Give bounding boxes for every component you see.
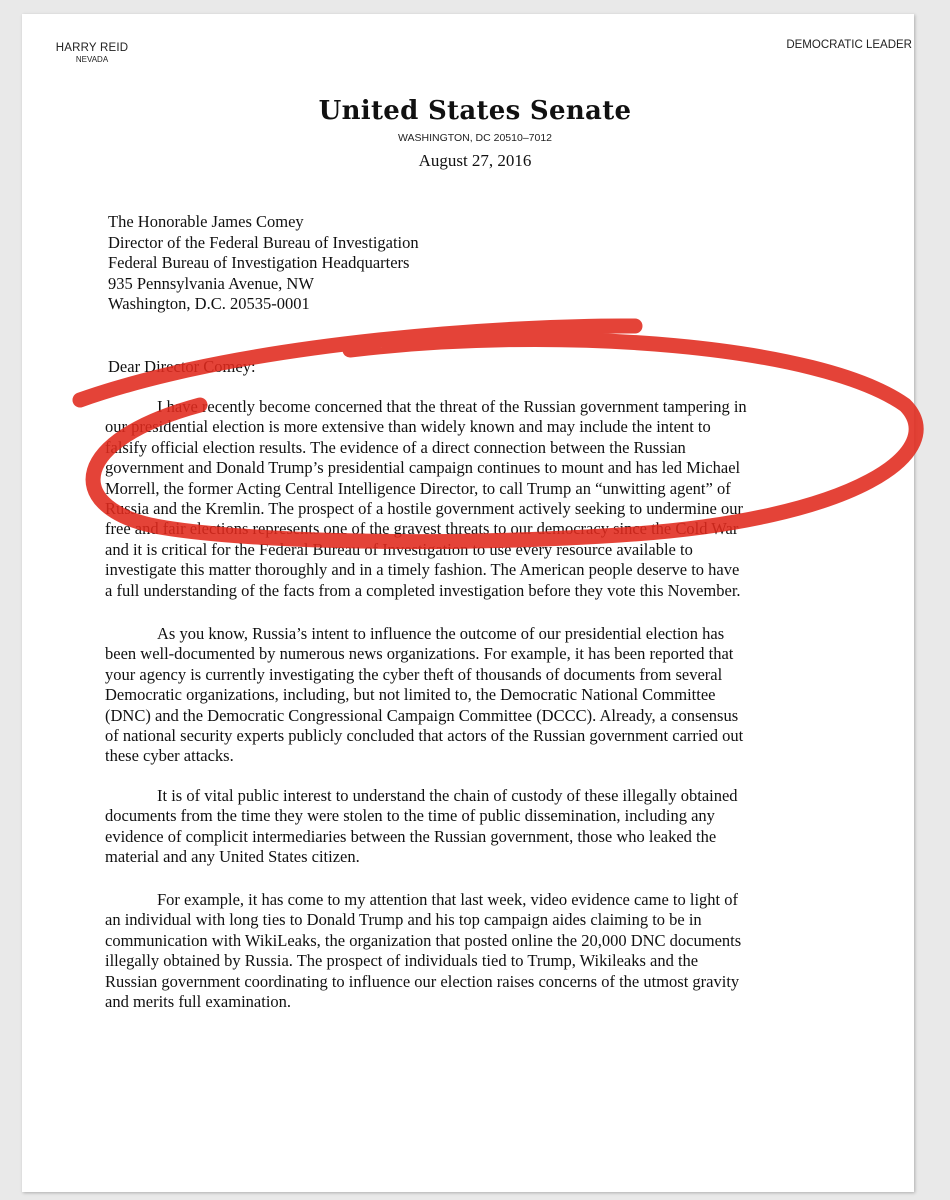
paragraph-line: these cyber attacks. (105, 746, 234, 766)
paragraph-line: It is of vital public interest to understand the chain of custody of these illegally obtained (157, 786, 738, 805)
paragraph-2 (105, 624, 805, 767)
paragraph-line: documents from the time they were stolen to the time of public dissemination, including any (105, 806, 715, 826)
sender-state: NEVADA (75, 55, 109, 64)
paragraph-line: Morrell, the former Acting Central Intelligence Director, to call Trump an “unwitting agent” of (105, 478, 731, 498)
paragraph-line: a full understanding of the facts from a completed investigation before they vote this November. (105, 580, 741, 600)
paragraph-line: For example, it has come to my attention that last week, video evidence came to light of (157, 890, 738, 909)
paragraph-line: free and fair elections represents one of the gravest threats to our democracy since the Cold War (105, 519, 739, 539)
recipient-address (108, 212, 419, 315)
paragraph-line: Democratic organizations, including, but not limited to, the Democratic National Committee (105, 685, 716, 705)
paragraph-line: illegally obtained by Russia. The prospect of individuals tied to Trump, Wikileaks and the (105, 951, 699, 971)
paragraph-line: (DNC) and the Democratic Congressional Campaign Committee (DCCC). Already, a consensus (105, 705, 739, 725)
paragraph-line: your agency is currently investigating the cyber theft of thousands of documents from several (105, 664, 723, 684)
recipient-line: The Honorable James Comey (108, 212, 304, 231)
paragraph-3 (105, 786, 805, 868)
paragraph-line: our presidential election is more extensive than widely known and may include the intent to (105, 417, 711, 437)
paragraph-line: and it is critical for the Federal Bureau of Investigation to use every resource available to (105, 539, 693, 559)
recipient-line: Washington, D.C. 20535-0001 (108, 294, 310, 313)
letter-date: August 27, 2016 (418, 151, 532, 170)
senate-heading: United States Senate (318, 96, 632, 126)
paragraph-line: of national security experts publicly concluded that actors of the Russian government carried out (105, 726, 744, 746)
sender-name: HARRY REID (55, 42, 129, 54)
paragraph-line: Russia and the Kremlin. The prospect of a hostile government actively seeking to undermine our (105, 499, 743, 519)
senate-address: WASHINGTON, DC 20510–7012 (397, 132, 553, 144)
paragraph-line: As you know, Russia’s intent to influence the outcome of our presidential election has (157, 624, 725, 643)
salutation: Dear Director Comey: (108, 357, 256, 376)
recipient-line: Director of the Federal Bureau of Investigation (108, 232, 419, 252)
paragraph-line: government and Donald Trump’s presidential campaign continues to mount and has led Michael (105, 458, 741, 478)
paragraph-1 (105, 397, 805, 601)
paragraph-line: I have recently become concerned that the threat of the Russian government tampering in (157, 397, 747, 416)
recipient-line: 935 Pennsylvania Avenue, NW (108, 273, 314, 293)
paragraph-line: been well-documented by numerous news organizations. For example, it has been reported that (105, 644, 734, 664)
paragraph-4 (105, 890, 805, 1012)
paragraph-line: falsify official election results. The evidence of a direct connection between the Russian (105, 437, 686, 457)
paragraph-line: and merits full examination. (105, 992, 292, 1012)
paragraph-line: Russian government coordinating to influence our election raises concerns of the utmost gravity (105, 971, 740, 991)
paragraph-line: evidence of complicit intermediaries between the Russian government, those who leaked the (105, 826, 717, 846)
recipient-line: Federal Bureau of Investigation Headquarters (108, 253, 410, 272)
sender-block (42, 42, 142, 64)
paragraph-line: communication with WikiLeaks, the organization that posted online the 20,000 DNC documents (105, 930, 742, 950)
sender-title: DEMOCRATIC LEADER (786, 39, 912, 51)
paragraph-line: an individual with long ties to Donald Trump and his top campaign aides claiming to be in (105, 910, 702, 930)
letter-page (22, 14, 914, 1192)
paragraph-line: material and any United States citizen. (105, 847, 360, 867)
paragraph-line: investigate this matter thoroughly and in a timely fashion. The American people deserve to have (105, 560, 740, 580)
